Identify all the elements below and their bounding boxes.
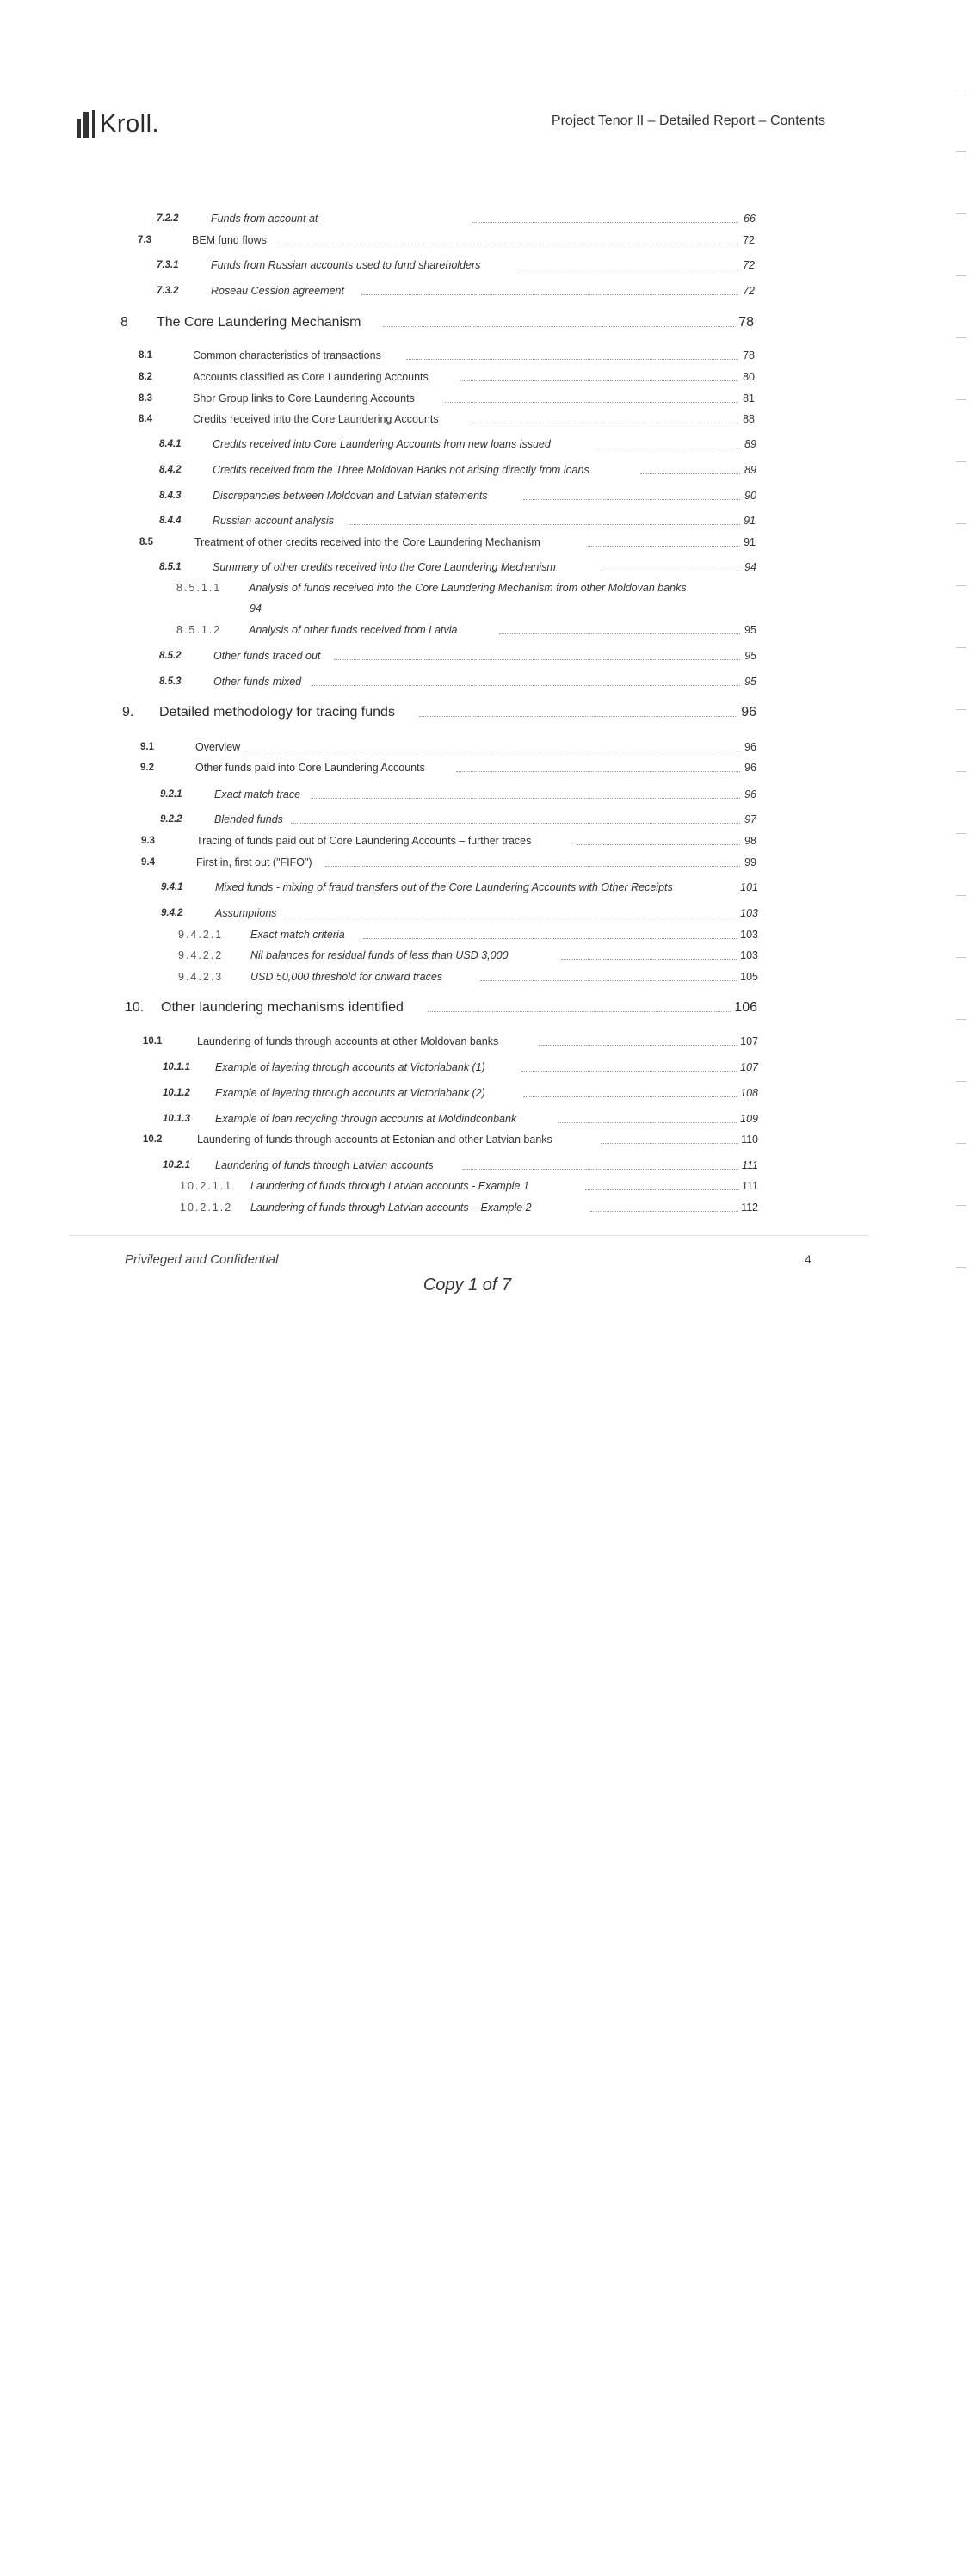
toc-page: 78: [736, 314, 754, 1691]
copy-stamp: Copy 1 of 7: [423, 1276, 512, 1294]
toc-number: 7.3.2: [157, 286, 179, 296]
toc-title: The Core Laundering Mechanism: [157, 314, 364, 331]
toc-title: Analysis of funds received into the Core Laundering Mechanism from other Moldovan banks: [249, 579, 690, 596]
toc-number: 9.: [122, 705, 134, 720]
toc-page: 72: [740, 232, 755, 1609]
toc-number: 9.4.2.1: [178, 929, 224, 941]
logo-text: Kroll.: [100, 109, 160, 138]
toc-number: 8.4.1: [159, 439, 182, 449]
toc-number: 8.4: [139, 414, 152, 424]
toc-page: 103: [737, 947, 758, 2324]
toc-page: 89: [742, 436, 756, 1813]
toc-title: Other funds mixed: [213, 673, 305, 690]
toc-title: Laundering of funds through Latvian accounts – Example 2: [250, 1199, 535, 1216]
toc-title: Funds from account at: [211, 210, 321, 227]
toc-number: 8.5.3: [159, 676, 182, 687]
toc-title: BEM fund flows: [192, 232, 270, 249]
toc-page: 112: [738, 1199, 758, 2576]
toc-page: 111: [739, 1157, 758, 2534]
toc-title: Tracing of funds paid out of Core Laundering Accounts – further traces: [196, 832, 534, 849]
toc-number: 8.5.2: [159, 651, 182, 661]
toc-title: Other laundering mechanisms identified: [161, 999, 407, 1016]
toc-title: Credits received into the Core Laundering Accounts: [193, 411, 442, 428]
toc-entry[interactable]: [0, 854, 975, 873]
toc-title: Mixed funds - mixing of fraud transfers out of the Core Laundering Accounts with Other Receipts: [215, 879, 676, 896]
toc-title: Russian account analysis: [213, 512, 337, 529]
toc-entry[interactable]: [0, 579, 975, 598]
toc-number: 8.4.3: [159, 491, 182, 501]
toc-page: 101: [737, 879, 758, 2256]
toc-page: 91: [741, 534, 756, 1911]
toc-page: 89: [742, 461, 756, 1838]
toc-title: Blended funds: [214, 811, 287, 828]
toc-entry[interactable]: [0, 534, 975, 553]
toc-number: 9.2.1: [160, 789, 182, 800]
logo-bars-icon: [77, 110, 95, 138]
toc-number: 10.1.1: [163, 1062, 190, 1072]
toc-number: 8.3: [139, 393, 152, 404]
toc-number: 10.2: [143, 1134, 163, 1145]
toc-title: Discrepancies between Moldovan and Latvian statements: [213, 487, 491, 504]
toc-title: Example of layering through accounts at Victoriabank (2): [215, 1084, 489, 1102]
toc-title: Overview: [195, 738, 244, 756]
toc-title: Laundering of funds through accounts at other Moldovan banks: [197, 1033, 502, 1050]
toc-title: Analysis of other funds received from Latvia: [249, 621, 460, 639]
toc-title: Laundering of funds through accounts at Estonian and other Latvian banks: [197, 1131, 556, 1148]
toc-page: 105: [737, 968, 758, 2345]
footer-confidentiality: Privileged and Confidential: [125, 1252, 279, 1267]
toc-entry[interactable]: [0, 347, 975, 366]
toc-title: Laundering of funds through Latvian accounts - Example 1: [250, 1177, 533, 1195]
toc-page: 72: [740, 256, 755, 1634]
toc-page: 96: [742, 759, 756, 2136]
toc-page: 106: [731, 999, 757, 2376]
toc-page: 94: [742, 559, 756, 1936]
toc-title: Exact match trace: [214, 786, 304, 803]
toc-number: 9.3: [141, 836, 155, 846]
toc-number: 9.4.2.3: [178, 971, 224, 983]
toc-title: Exact match criteria: [250, 926, 349, 943]
toc-page: 94: [250, 602, 262, 615]
toc-number: 8.1: [139, 350, 152, 361]
toc-title: Nil balances for residual funds of less than USD 3,000: [250, 947, 511, 964]
toc-number: 10.2.1.1: [180, 1180, 233, 1192]
toc-page: 95: [742, 621, 756, 1998]
toc-number: 10.2.1: [163, 1160, 190, 1171]
toc-number: 9.4.2.2: [178, 949, 224, 961]
toc-page: 110: [738, 1131, 758, 2508]
toc-page: 95: [742, 647, 756, 2024]
toc-number: 8.4.2: [159, 465, 182, 475]
toc-number: 10.: [125, 1000, 145, 1015]
toc-entry[interactable]: [0, 759, 975, 778]
toc-number: 9.4.2: [161, 908, 183, 918]
toc-number: 8.2: [139, 372, 152, 382]
toc-title: Other funds paid into Core Laundering Accounts: [195, 759, 429, 776]
toc-entry[interactable]: [0, 999, 975, 1018]
toc-page: 99: [742, 854, 756, 2231]
toc-entry[interactable]: [0, 1059, 975, 1078]
toc-entry[interactable]: [0, 947, 975, 966]
toc-number: 8.5: [139, 537, 153, 547]
toc-number: 7.3: [138, 235, 151, 245]
toc-title: First in, first out ("FIFO"): [196, 854, 316, 871]
toc-page: 96: [742, 786, 756, 2163]
toc-page: 103: [737, 905, 758, 2282]
toc-page: 96: [738, 704, 756, 2081]
toc-entry[interactable]: [0, 905, 975, 924]
toc-entry[interactable]: [0, 390, 975, 409]
toc-page: 107: [737, 1059, 758, 2436]
toc-page: 80: [740, 368, 755, 1745]
toc-title: Common characteristics of transactions: [193, 347, 385, 364]
toc-page: 109: [737, 1110, 758, 2487]
toc-page: 96: [742, 738, 756, 2116]
scan-margin-marks: [949, 0, 975, 1377]
toc-page: 95: [742, 673, 756, 2050]
toc-number: 9.1: [140, 742, 154, 752]
toc-page: 108: [737, 1084, 758, 2462]
toc-title: Accounts classified as Core Laundering Accounts: [193, 368, 432, 386]
toc-title: Assumptions: [215, 905, 281, 922]
footer-page-number: 4: [805, 1252, 811, 1266]
toc-number: 8.5.1: [159, 562, 182, 572]
toc-page: 90: [742, 487, 756, 1864]
toc-number: 7.3.1: [157, 260, 179, 270]
toc-title: Example of loan recycling through accounts at Moldindconbank: [215, 1110, 520, 1127]
toc-title: Treatment of other credits received into the Core Laundering Mechanism: [194, 534, 544, 551]
toc-page: 111: [739, 1177, 758, 2554]
toc-page: 98: [742, 832, 756, 2209]
toc-entry[interactable]: [0, 832, 975, 851]
toc-title: Other funds traced out: [213, 647, 324, 664]
toc-entry[interactable]: [0, 512, 975, 531]
toc-page: 88: [740, 411, 755, 1788]
toc-page: 97: [742, 811, 756, 2188]
header-title: Project Tenor II – Detailed Report – Contents: [551, 114, 825, 128]
toc-number: 10.2.1.2: [180, 1202, 233, 1214]
toc-entry[interactable]: [0, 647, 975, 666]
toc-number: 7.2.2: [157, 213, 179, 224]
toc-entry-wrap: [0, 600, 975, 619]
toc-number: 8.5.1.1: [176, 582, 222, 594]
toc-entry[interactable]: [0, 256, 975, 275]
toc-title: Detailed methodology for tracing funds: [159, 704, 398, 721]
toc-page: 72: [740, 282, 755, 1659]
toc-entry[interactable]: [0, 1199, 975, 1218]
toc-number: 10.1.3: [163, 1114, 190, 1124]
toc-entry[interactable]: [0, 786, 975, 805]
toc-entry[interactable]: [0, 738, 975, 757]
kroll-logo: [77, 108, 159, 139]
toc-title: Funds from Russian accounts used to fund shareholders: [211, 256, 484, 274]
toc-entry[interactable]: [0, 368, 975, 387]
toc-entry[interactable]: [0, 210, 975, 229]
toc-number: 8: [120, 315, 128, 330]
toc-title: Credits received from the Three Moldovan Banks not arising directly from loans: [213, 461, 593, 479]
toc-title: Summary of other credits received into the Core Laundering Mechanism: [213, 559, 559, 576]
toc-entry[interactable]: [0, 1110, 975, 1129]
toc-entry[interactable]: [0, 1033, 975, 1052]
toc-entry[interactable]: [0, 1177, 975, 1196]
toc-number: 8.5.1.2: [176, 624, 222, 636]
toc-entry[interactable]: [0, 559, 975, 578]
toc-number: 9.2: [140, 763, 154, 773]
toc-number: 9.4.1: [161, 882, 183, 893]
toc-entry[interactable]: [0, 232, 975, 250]
toc-title: Credits received into Core Laundering Accounts from new loans issued: [213, 436, 554, 453]
toc-number: 9.4: [141, 857, 155, 868]
toc-entry[interactable]: [0, 282, 975, 301]
toc-entry[interactable]: [0, 436, 975, 454]
toc-entry[interactable]: [0, 811, 975, 830]
toc-page: 103: [737, 926, 758, 2303]
toc-title: Laundering of funds through Latvian accounts: [215, 1157, 437, 1174]
toc-entry[interactable]: [0, 1157, 975, 1176]
toc-entry[interactable]: [0, 926, 975, 945]
toc-number: 10.1.2: [163, 1088, 190, 1098]
toc-title: USD 50,000 threshold for onward traces: [250, 968, 446, 985]
toc-page: 78: [740, 347, 755, 1724]
toc-entry[interactable]: [0, 411, 975, 429]
toc-entry[interactable]: [0, 1084, 975, 1103]
toc-entry[interactable]: [0, 487, 975, 506]
toc-title: Example of layering through accounts at Victoriabank (1): [215, 1059, 489, 1076]
toc-title: Shor Group links to Core Laundering Accounts: [193, 390, 418, 407]
toc-entry[interactable]: [0, 1131, 975, 1150]
toc-entry[interactable]: [0, 968, 975, 987]
toc-number: 10.1: [143, 1036, 163, 1047]
toc-page: 66: [741, 210, 756, 1587]
toc-number: 8.4.4: [159, 516, 182, 526]
toc-entry[interactable]: [0, 673, 975, 692]
footer-divider: [69, 1235, 869, 1236]
toc-title: Roseau Cession agreement: [211, 282, 348, 300]
toc-entry[interactable]: [0, 461, 975, 480]
toc-page: 107: [737, 1033, 758, 2410]
toc-entry[interactable]: [0, 314, 975, 333]
toc-number: 9.2.2: [160, 814, 182, 825]
toc-entry[interactable]: [0, 621, 975, 640]
toc-page: 91: [741, 512, 756, 1889]
toc-entry[interactable]: [0, 879, 975, 898]
toc-entry[interactable]: [0, 704, 975, 723]
toc-page: 81: [740, 390, 755, 1767]
